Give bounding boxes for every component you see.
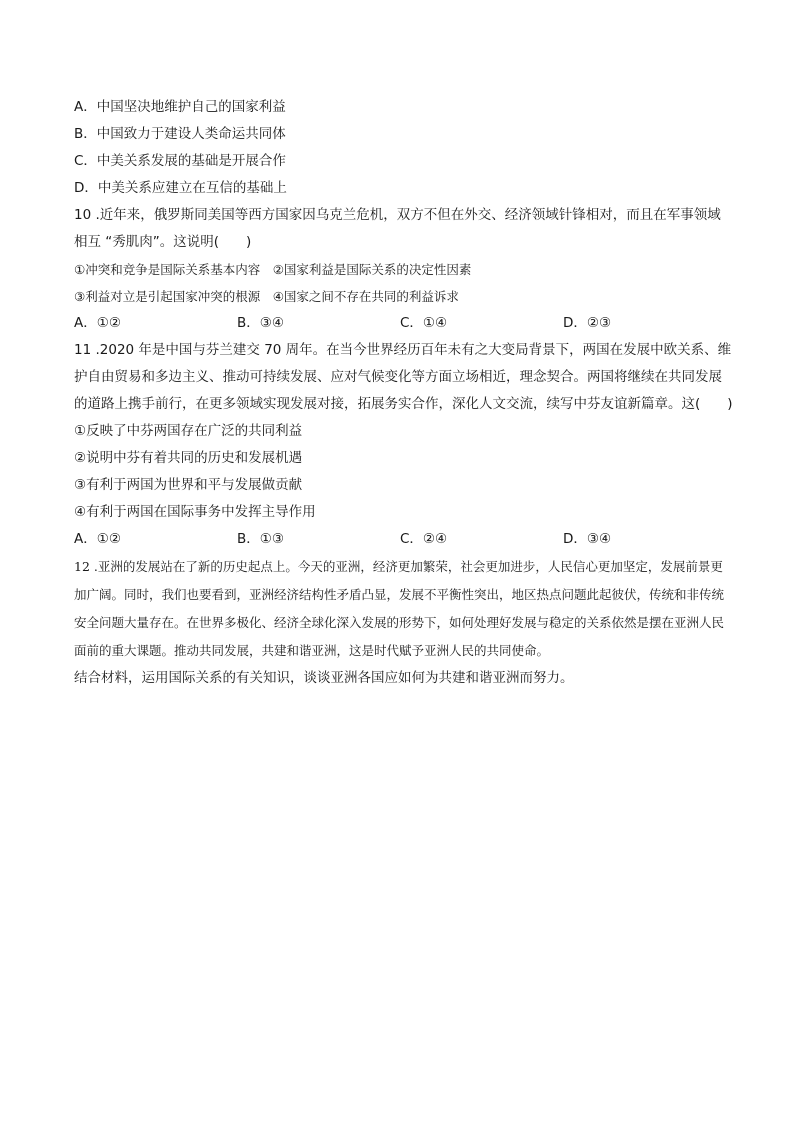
q10-option-d: D．②③ (563, 315, 612, 331)
q9-option-a: A．中国坚决地维护自己的国家利益 (74, 99, 286, 115)
q11-options (74, 526, 734, 553)
q11-statement: ②说明中芬有着共同的历史和发展机遇 (74, 450, 303, 466)
q10-option-c: C．①④ (400, 315, 448, 331)
q11-statement: ①反映了中芬两国存在广泛的共同利益 (74, 423, 303, 439)
q10-options (74, 310, 734, 337)
q10-option-b: B．③④ (237, 315, 284, 331)
q11-statement: ③有利于两国为世界和平与发展做贡献 (74, 477, 303, 493)
q9-option-d: D．中美关系应建立在互信的基础上 (74, 180, 287, 196)
q11-option-a: A．①② (74, 531, 121, 547)
q12-question: 结合材料，运用国际关系的有关知识，谈谈亚洲各国应如何为共建和谐亚洲而努力。 (74, 670, 574, 686)
q10-statement: ①冲突和竞争是国际关系基本内容 ②国家利益是国际关系的决定性因素 (74, 262, 472, 277)
q9-option-c: C．中美关系发展的基础是开展合作 (74, 153, 286, 169)
exam-page (74, 94, 734, 692)
q11-statement: ④有利于两国在国际事务中发挥主导作用 (74, 504, 316, 520)
q10-option-a: A．①② (74, 315, 121, 331)
q11-stem: 11 .2020 年是中国与芬兰建交 70 周年。在当今世界经历百年未有之大变局背景下，两国在发展中欧关系、维护自由贸易和多边主义、推动可持续发展、应对气候变化等方面立场相近，理念契合。两国将继续在共同发展的道路上携手前行，在更多领域实现发展对接，拓展务实合作，深化人文交流，续写中芬友谊新篇章。这( ) (74, 342, 733, 412)
q11-option-c: C．②④ (400, 531, 448, 547)
q9-option-b: B．中国致力于建设人类命运共同体 (74, 126, 286, 142)
q10-statement: ③利益对立是引起国家冲突的根源 ④国家之间不存在共同的利益诉求 (74, 289, 459, 304)
q11-option-b: B．①③ (237, 531, 284, 547)
q10-stem: 10 .近年来，俄罗斯同美国等西方国家因乌克兰危机，双方不但在外交、经济领域针锋相对，而且在军事领域相互 “秀肌肉”。这说明( ) (74, 207, 721, 250)
q11-option-d: D．③④ (563, 531, 612, 547)
q12-material: 12 .亚洲的发展站在了新的历史起点上。今天的亚洲，经济更加繁荣，社会更加进步，人民信心更加坚定，发展前景更加广阔。同时，我们也要看到，亚洲经济结构性矛盾凸显，发展不平衡性突出，地区热点问题此起彼伏，传统和非传统安全问题大量存在。在世界多极化、经济全球化深入发展的形势下，如何处理好发展与稳定的关系依然是摆在亚洲人民面前的重大课题。推动共同发展，共建和谐亚洲，这是时代赋予亚洲人民的共同使命。 (74, 559, 725, 658)
